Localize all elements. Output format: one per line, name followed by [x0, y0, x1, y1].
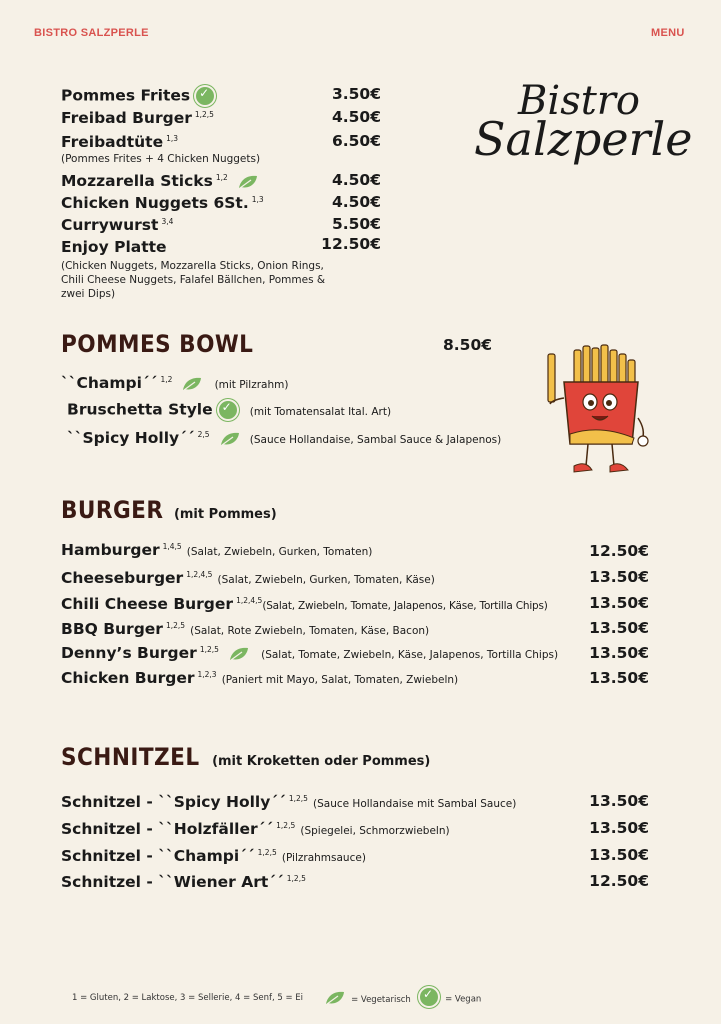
item-description: (Salat, Rote Zwiebeln, Tomaten, Käse, Bacon) — [190, 625, 430, 637]
item-price: 13.50€ — [589, 568, 649, 586]
vegan-icon — [217, 399, 239, 421]
bowl-price: 8.50€ — [443, 336, 493, 354]
allergen-codes: 1,2 — [160, 374, 173, 384]
vegan-icon — [194, 85, 216, 107]
item-name: Pommes Frites — [61, 86, 191, 105]
item-name: Chicken Burger — [61, 669, 195, 687]
allergen-codes: 1,2,4,5 — [236, 595, 263, 605]
menu-item — [61, 872, 306, 891]
item-price: 13.50€ — [589, 819, 649, 837]
menu-item — [61, 619, 429, 638]
menu-item — [61, 85, 216, 107]
menu-link[interactable]: MENU — [651, 27, 685, 39]
item-name: Currywurst — [61, 216, 159, 234]
item-description: (Salat, Tomate, Zwiebeln, Käse, Jalapenos, Tortilla Chips) — [261, 649, 559, 661]
schnitzel-header — [61, 743, 430, 771]
fries-mascot-illustration — [540, 342, 655, 482]
allergen-codes: 1,2,5 — [165, 620, 186, 630]
section-note-burger: (mit Pommes) — [173, 507, 277, 522]
legend-vegetarian — [324, 987, 411, 1006]
item-name: Freibad Burger — [61, 109, 192, 127]
item-description: (Salat, Zwiebeln, Gurken, Tomaten) — [186, 546, 373, 558]
menu-item — [61, 193, 264, 212]
menu-item — [61, 668, 458, 687]
item-description: (Pilzrahmsauce) — [281, 852, 366, 864]
menu-item — [61, 819, 450, 838]
allergen-codes: 1,2,5 — [257, 847, 277, 857]
item-subtext: (Chicken Nuggets, Mozzarella Sticks, Onion Rings, Chili Cheese Nuggets, Falafel Bällchen, Pommes & zwei Dips) — [61, 260, 326, 300]
item-price: 12.50€ — [321, 235, 381, 253]
item-name: Mozzarella Sticks — [61, 172, 213, 190]
leaf-icon — [237, 174, 259, 190]
allergen-codes: 1,3 — [166, 133, 179, 143]
item-description: (Salat, Zwiebeln, Tomate, Jalapenos, Käse, Tortilla Chips) — [262, 600, 548, 612]
item-price: 4.50€ — [331, 193, 381, 211]
item-price: 4.50€ — [331, 171, 381, 189]
allergen-codes: 1,2,5 — [288, 793, 308, 803]
menu-item — [61, 540, 372, 559]
allergen-codes: 1,2,5 — [276, 820, 296, 830]
item-description: (Salat, Zwiebeln, Gurken, Tomaten, Käse) — [217, 574, 435, 586]
brand-label: BISTRO SALZPERLE — [34, 27, 149, 39]
menu-item — [61, 568, 435, 587]
item-name: ``Champi´´ — [61, 374, 158, 392]
item-price: 13.50€ — [589, 594, 649, 612]
logo-line2: Salzperle — [474, 112, 693, 166]
item-name: Cheeseburger — [61, 569, 184, 587]
menu-item — [61, 171, 259, 190]
item-description: (mit Tomatensalat Ital. Art) — [249, 405, 392, 418]
item-name: Schnitzel - ``Wiener Art´´ — [61, 873, 284, 891]
menu-item — [61, 594, 548, 613]
item-name: Schnitzel - ``Spicy Holly´´ — [61, 793, 286, 811]
item-name: Bruschetta Style — [67, 400, 213, 419]
menu-item — [61, 108, 214, 127]
allergen-codes: 1,2 — [215, 172, 228, 182]
item-name: Enjoy Platte — [61, 238, 167, 256]
item-name: Hamburger — [61, 541, 160, 559]
leaf-icon — [324, 990, 346, 1006]
item-name: Freibadtüte — [61, 133, 164, 151]
item-description: (mit Pilzrahm) — [214, 379, 289, 391]
allergen-legend: 1 = Gluten, 2 = Laktose, 3 = Sellerie, 4 = Senf, 5 = Ei — [72, 993, 304, 1003]
item-price: 3.50€ — [331, 85, 381, 103]
section-title-burger: BURGER — [61, 496, 164, 524]
item-description: (Paniert mit Mayo, Salat, Tomaten, Zwiebeln) — [221, 674, 459, 686]
menu-item — [67, 428, 501, 447]
item-price: 13.50€ — [589, 669, 649, 687]
allergen-codes: 1,4,5 — [162, 541, 182, 551]
allergen-codes: 1,2,4,5 — [186, 569, 213, 579]
item-description: (Sauce Hollandaise mit Sambal Sauce) — [313, 798, 517, 810]
menu-item — [61, 373, 288, 392]
leaf-icon — [219, 431, 241, 447]
item-price: 4.50€ — [331, 108, 381, 126]
item-price: 13.50€ — [589, 619, 649, 637]
item-name: BBQ Burger — [61, 620, 163, 638]
menu-item — [67, 399, 391, 421]
item-price: 13.50€ — [589, 846, 649, 864]
item-price: 12.50€ — [589, 542, 649, 560]
allergen-codes: 2,5 — [197, 429, 210, 439]
vegan-icon — [418, 986, 440, 1008]
item-subtext: (Pommes Frites + 4 Chicken Nuggets) — [61, 153, 261, 165]
legend-vegetarian-label: = Vegetarisch — [351, 995, 411, 1005]
item-description: (Sauce Hollandaise, Sambal Sauce & Jalapenos) — [249, 434, 502, 446]
item-price: 6.50€ — [331, 132, 381, 150]
menu-item — [61, 643, 558, 662]
legend-vegan — [418, 986, 481, 1008]
allergen-codes: 1,3 — [251, 194, 264, 204]
section-title-schnitzel: SCHNITZEL — [61, 743, 200, 771]
item-name: Denny’s Burger — [61, 644, 197, 662]
item-description: (Spiegelei, Schmorzwiebeln) — [300, 825, 450, 837]
menu-item — [61, 846, 366, 865]
leaf-icon — [228, 646, 250, 662]
item-price: 13.50€ — [589, 792, 649, 810]
item-price: 5.50€ — [331, 215, 381, 233]
menu-item — [61, 215, 173, 234]
burger-header — [61, 496, 277, 524]
item-name: Chicken Nuggets 6St. — [61, 194, 249, 212]
menu-item — [61, 237, 167, 256]
menu-item — [61, 792, 516, 811]
allergen-codes: 1,2,5 — [199, 644, 219, 654]
item-name: Chili Cheese Burger — [61, 595, 234, 613]
item-name: ``Spicy Holly´´ — [67, 429, 195, 447]
allergen-codes: 3,4 — [161, 216, 174, 226]
allergen-codes: 1,2,5 — [194, 109, 214, 119]
item-price: 13.50€ — [589, 644, 649, 662]
allergen-codes: 1,2,5 — [286, 873, 306, 883]
item-name: Schnitzel - ``Champi´´ — [61, 847, 255, 865]
logo-line1: Bistro — [518, 78, 640, 124]
item-name: Schnitzel - ``Holzfäller´´ — [61, 820, 274, 838]
legend-vegan-label: = Vegan — [445, 994, 482, 1005]
allergen-codes: 1,2,3 — [197, 669, 217, 679]
section-note-schnitzel: (mit Kroketten oder Pommes) — [212, 754, 431, 769]
item-price: 12.50€ — [589, 872, 649, 890]
menu-item — [61, 132, 178, 151]
leaf-icon — [181, 376, 203, 392]
section-title-pommes-bowl: POMMES BOWL — [61, 330, 254, 358]
